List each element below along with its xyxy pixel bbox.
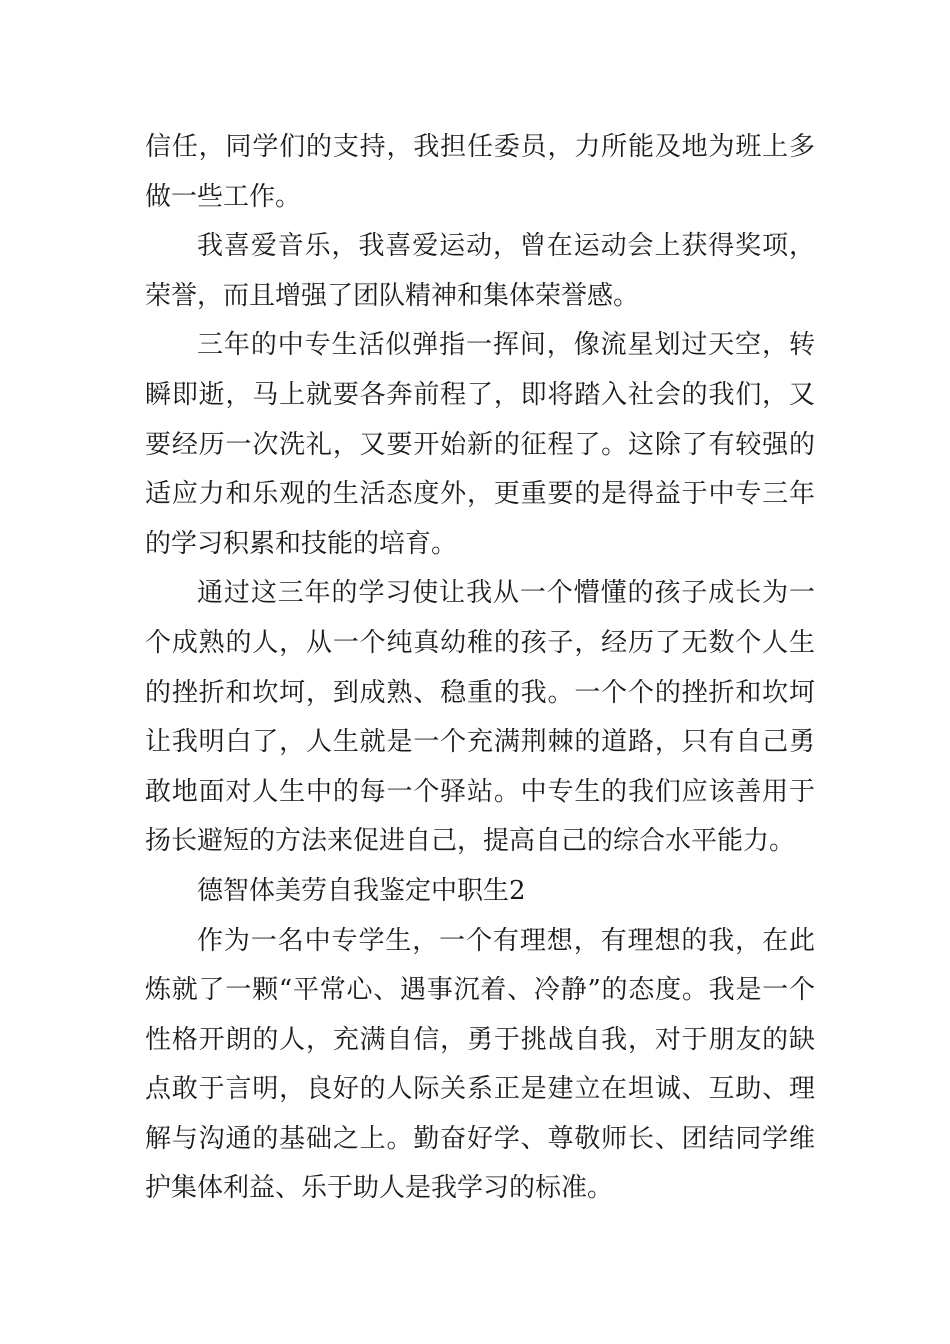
paragraph-growth: 通过这三年的学习使让我从一个懵懂的孩子成长为一个成熟的人，从一个纯真幼稚的孩子，经历了无数个人生的挫折和坎坷，到成熟、稳重的我。一个个的挫折和坎坷让我明白了，人生就是一个充满荆棘的道路，只有自己勇敢地面对人生中的每一个驿站。中专生的我们应该善用于扬长避短的方法来促进自己，提高自己的综合水平能力。 — [145, 578, 815, 857]
paragraph-three-years: 三年的中专生活似弹指一挥间，像流星划过天空，转瞬即逝，马上就要各奔前程了，即将踏入社会的我们，又要经历一次洗礼，又要开始新的征程了。这除了有较强的适应力和乐观的生活态度外，更重要的是得益于中专三年的学习积累和技能的培育。 — [145, 330, 815, 559]
document-page — [145, 123, 815, 1214]
section-title: 德智体美劳自我鉴定中职生2 — [197, 875, 526, 906]
paragraph-hobbies: 我喜爱音乐，我喜爱运动，曾在运动会上获得奖项，荣誉，而且增强了团队精神和集体荣誉感。 — [145, 231, 815, 311]
paragraph-continued: 信任，同学们的支持，我担任委员，力所能及地为班上多做一些工作。 — [145, 132, 815, 212]
paragraph-self-assessment: 作为一名中专学生，一个有理想，有理想的我，在此炼就了一颗“平常心、遇事沉着、冷静”的态度。我是一个性格开朗的人，充满自信，勇于挑战自我，对于朋友的缺点敢于言明，良好的人际关系正是建立在坦诚、互助、理解与沟通的基础之上。勤奋好学、尊敬师长、团结同学维护集体利益、乐于助人是我学习的标准。 — [145, 925, 815, 1204]
